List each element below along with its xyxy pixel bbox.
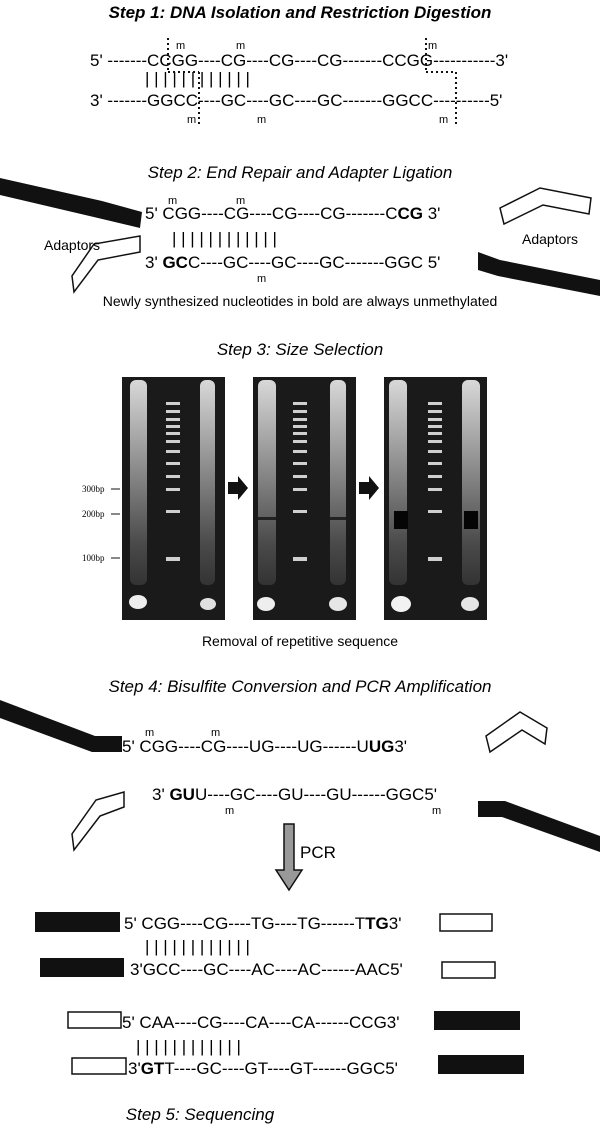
adapter-block	[72, 1058, 126, 1074]
step1-bottom-strand: 3' -------GGCC----GC----GC----GC-------GGCC----------5'	[90, 91, 503, 110]
adapter-block	[68, 1012, 121, 1028]
adapter-block	[35, 912, 120, 932]
adapter-block	[440, 914, 492, 931]
adapter-block	[434, 1011, 520, 1030]
adaptors-label-left: Adaptors	[44, 237, 101, 253]
step2-title: Step 2: End Repair and Adapter Ligation	[147, 163, 453, 182]
step4-methyl-mark: m	[145, 727, 155, 739]
step2-methyl-mark: m	[236, 195, 246, 207]
adapter-top-right	[486, 712, 547, 752]
gel-image-3	[384, 377, 487, 620]
step1-methyl-mark: m	[428, 40, 438, 52]
pcr-product-1-pairs: | | | | | | | | | | | |	[145, 937, 250, 956]
pcr-product-1-bottom: 3'GCC----GC----AC----AC------AAC5'	[130, 960, 403, 979]
step4-title: Step 4: Bisulfite Conversion and PCR Amplification	[108, 677, 492, 696]
adaptors-label-right: Adaptors	[522, 231, 579, 247]
step2-base-pairs: | | | | | | | | | | | |	[172, 229, 277, 248]
ladder-label-200bp: 200bp	[82, 509, 105, 519]
step4-methyl-mark: m	[211, 727, 221, 739]
step4-methyl-mark: m	[225, 805, 235, 817]
ladder-label-300bp: 300bp	[82, 484, 105, 494]
arrow-right-icon	[359, 476, 379, 500]
step2-methyl-mark: m	[257, 273, 267, 285]
step1-title: Step 1: DNA Isolation and Restriction Digestion	[108, 3, 492, 22]
step1-methyl-mark: m	[236, 40, 246, 52]
step1-base-pairs: | | | | | | | | | | | |	[145, 69, 250, 88]
step5-title: Step 5: Sequencing	[125, 1105, 275, 1124]
step4-bottom-strand: 3' GUU----GC----GU----GU------GGC5'	[152, 785, 438, 804]
step1-top-strand: 5' -------CCGG----CG----CG----CG-------CCGG-----------3'	[90, 51, 509, 70]
adapter-bottom-left	[72, 792, 124, 850]
arrow-right-icon	[228, 476, 248, 500]
step4-methyl-mark: m	[432, 805, 442, 817]
adapter-bottom-right	[478, 801, 600, 852]
step1-methyl-mark: m	[439, 114, 449, 126]
adapter-top-right	[500, 188, 591, 224]
adapter-block	[442, 962, 495, 978]
adapter-bottom-right	[478, 252, 600, 296]
pcr-product-2-top: 5' CAA----CG----CA----CA------CCG3'	[122, 1013, 400, 1032]
gel-image-2	[253, 377, 356, 620]
step4-top-strand: 5' CGG----CG----UG----UG------UUG3'	[122, 737, 408, 756]
adapter-top-left	[0, 700, 122, 752]
step3-title: Step 3: Size Selection	[216, 340, 384, 359]
pcr-product-1-top: 5' CGG----CG----TG----TG------TTG3'	[124, 914, 402, 933]
step3-caption: Removal of repetitive sequence	[201, 633, 399, 649]
pcr-product-2-pairs: | | | | | | | | | | | |	[136, 1037, 241, 1056]
ladder-label-100bp: 100bp	[82, 553, 105, 563]
step1-methyl-mark: m	[176, 40, 186, 52]
gel-image-1	[122, 377, 225, 620]
pcr-product-2-bottom: 3'GTT----GC----GT----GT------GGC5'	[128, 1059, 398, 1078]
step1-methyl-mark: m	[257, 114, 267, 126]
step2-bottom-strand: 3' GCC----GC----GC----GC-------GGC 5'	[145, 253, 441, 272]
adapter-block	[438, 1055, 524, 1074]
step2-top-strand: 5' CGG----CG----CG----CG-------CCG 3'	[145, 204, 441, 223]
adapter-top-left	[0, 178, 142, 228]
adapter-block	[40, 958, 124, 977]
pcr-arrow-icon	[276, 824, 302, 890]
pcr-label: PCR	[300, 843, 336, 862]
step2-methyl-mark: m	[168, 195, 178, 207]
step2-note: Newly synthesized nucleotides in bold are always unmethylated	[102, 293, 498, 309]
step1-methyl-mark: m	[187, 114, 197, 126]
